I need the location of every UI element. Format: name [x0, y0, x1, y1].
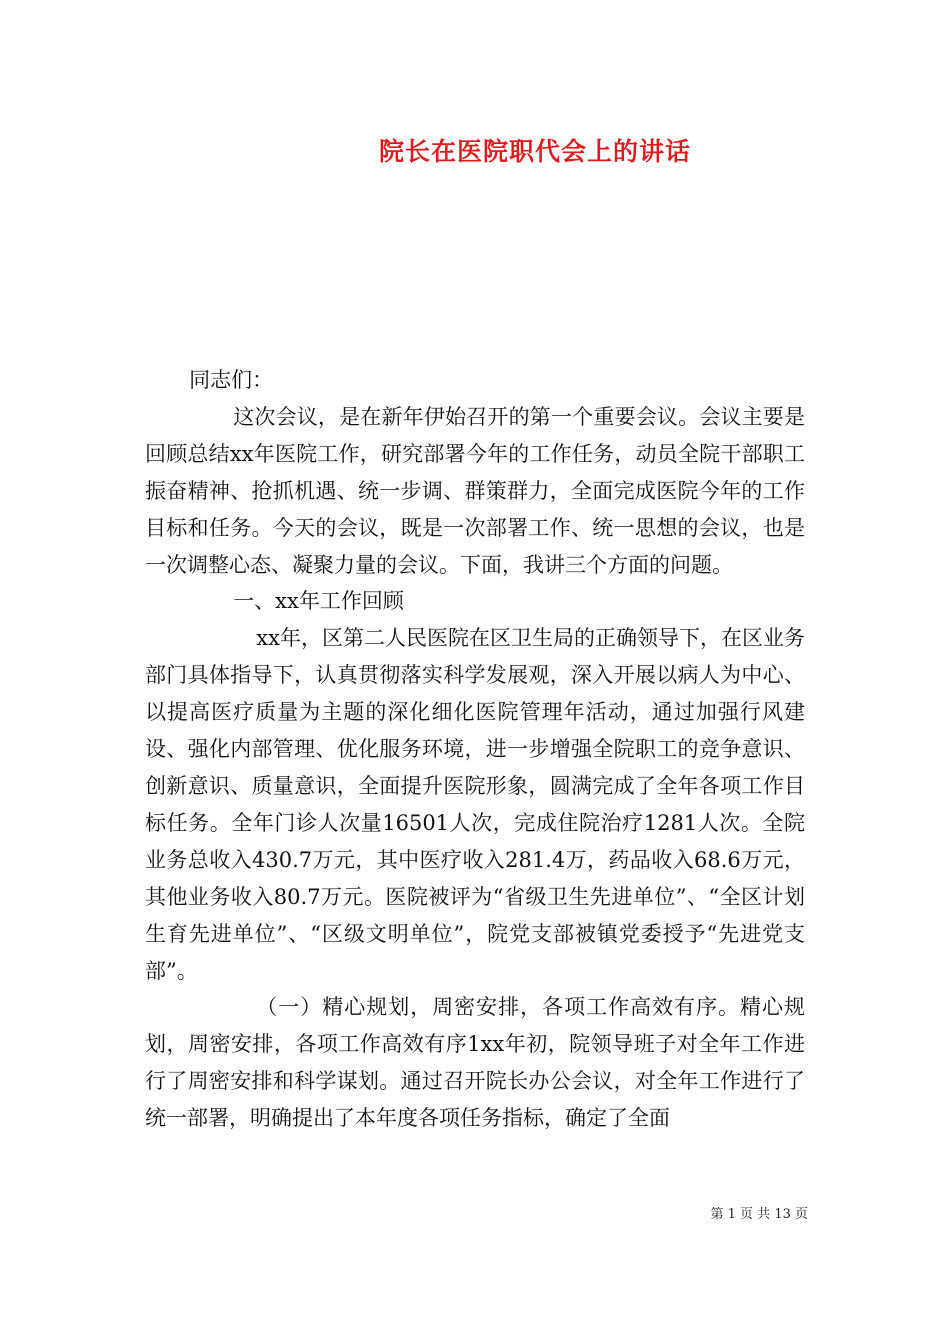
document-title: 院长在医院职代会上的讲话	[378, 137, 691, 166]
salutation: 同志们：	[189, 368, 274, 392]
paragraph-review: xx年，区第二人民医院在区卫生局的正确领导下，在区业务部门具体指导下，认真贯彻落实科学发展观，深入开展以病人为中心、以提高医疗质量为主题的深化细化医院管理年活动，通过加强行风建设、强化内部管理、优化服务环境，进一步增强全院职工的竞争意识、创新意识、质量意识，全面提升医院形象，圆满完成了全年各项工作目标任务。全年门诊人次量16501人次，完成住院治疗1281人次。全院业务总收入430.7万元，其中医疗收入281.4万，药品收入68.6万元，其他业务收入80.7万元。医院被评为“省级卫生先进单位”、“全区计划生育先进单位”、“区级文明单位”，院党支部被镇党委授予“先进党支部”。	[145, 626, 805, 983]
paragraph-intro: 这次会议，是在新年伊始召开的第一个重要会议。会议主要是回顾总结xx年医院工作，研究部署今年的工作任务，动员全院干部职工振奋精神、抢抓机遇、统一步调、群策群力，全面完成医院今年的工作目标和任务。今天的会议，既是一次部署工作、统一思想的会议，也是一次调整心态、凝聚力量的会议。下面，我讲三个方面的问题。	[145, 404, 805, 577]
section-heading: 一、xx年工作回顾	[233, 589, 404, 614]
page-number: 第 1 页 共 13 页	[710, 1207, 808, 1222]
paragraph-subsection-1: （一）精心规划，周密安排，各项工作高效有序。精心规划，周密安排，各项工作高效有序1xx年初，院领导班子对全年工作进行了周密安排和科学谋划。通过召开院长办公会议，对全年工作进行了统一部署，明确提出了本年度各项任务指标，确定了全面	[145, 995, 805, 1131]
document-body	[145, 362, 805, 1137]
